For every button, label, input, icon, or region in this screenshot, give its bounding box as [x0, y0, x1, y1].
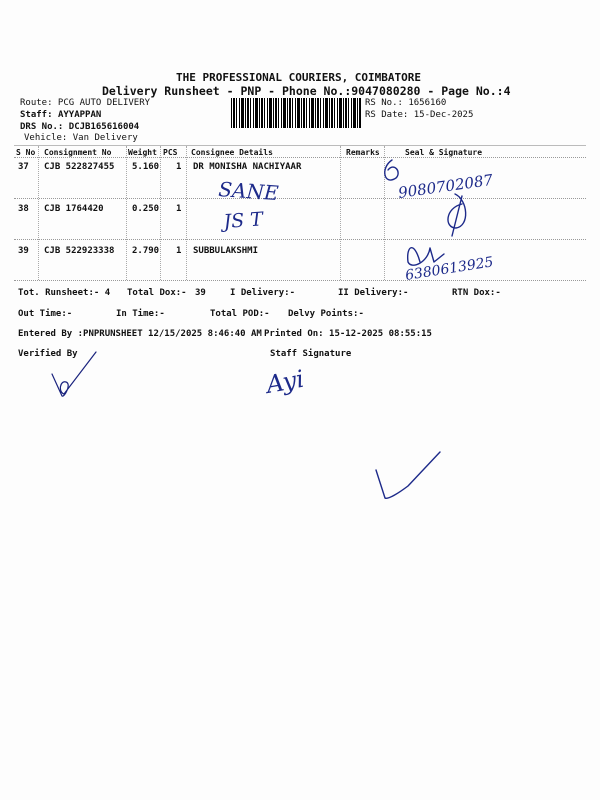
signature-row38: [448, 194, 466, 236]
entered-by: Entered By :PNPRUNSHEET 12/15/2025 8:46:40 AM: [18, 329, 262, 339]
rs-date: RS Date: 15-Dec-2025: [365, 110, 474, 120]
col-header-consignment: Consignment No: [44, 148, 112, 157]
row-consignee: DR MONISHA NACHIYAAR: [193, 162, 302, 172]
row-pcs: 1: [176, 246, 182, 256]
col-header-pcs: PCS: [163, 148, 178, 157]
signature-row37: [385, 160, 398, 180]
col-header-seal: Seal & Signature: [405, 148, 483, 157]
tot-runsheet: Tot. Runsheet:- 4: [18, 288, 111, 298]
rtn-dox: RTN Dox:-: [452, 288, 501, 298]
row-pcs: 1: [176, 162, 182, 172]
staff-signature-label: Staff Signature: [270, 349, 352, 359]
col-header-sno: S No: [16, 148, 36, 157]
ii-delivery: II Delivery:-: [338, 288, 409, 298]
row-sno: 39: [18, 246, 29, 256]
col-header-remarks: Remarks: [346, 148, 380, 157]
company-title: THE PROFESSIONAL COURIERS, COIMBATORE: [176, 71, 422, 84]
total-pod: Total POD:-: [210, 309, 270, 319]
rs-number: RS No.: 1656160: [365, 98, 447, 108]
col-header-weight: Weight: [128, 148, 157, 157]
i-delivery: I Delivery:-: [230, 288, 296, 298]
row-sno: 38: [18, 204, 29, 214]
tick-mark: [376, 452, 440, 498]
total-dox-label: Total Dox:-: [127, 288, 187, 298]
col-header-consignee: Consignee Details: [191, 148, 273, 157]
in-time: In Time:-: [116, 309, 165, 319]
row-weight: 5.160: [132, 162, 160, 172]
handwritten-name-row37: SANE: [217, 177, 280, 206]
handwritten-phone-1: 9080702087: [397, 170, 495, 202]
handwritten-phone-2: 6380613925: [404, 254, 495, 284]
row-consignment: CJB 522827455: [44, 162, 115, 172]
total-dox-value: 39: [195, 288, 206, 298]
handwritten-name-row38: JS T: [222, 208, 264, 233]
printed-on: Printed On: 15-12-2025 08:55:15: [264, 329, 432, 339]
row-consignment: CJB 522923338: [44, 246, 115, 256]
staff-label: Staff:: [20, 110, 58, 120]
row-pcs: 1: [176, 204, 182, 214]
drs-label: DRS No.:: [20, 122, 69, 132]
vehicle-text: Vehicle: Van Delivery: [24, 133, 138, 143]
out-time: Out Time:-: [18, 309, 73, 319]
verified-by-label: Verified By: [18, 349, 78, 359]
drs-value: DCJB165616004: [68, 122, 140, 132]
row-consignee: SUBBULAKSHMI: [193, 246, 259, 256]
route-text: Route: PCG AUTO DELIVERY: [20, 98, 151, 108]
runsheet-subtitle: Delivery Runsheet - PNP - Phone No.:9047080280 - Page No.:4: [102, 84, 511, 98]
row-weight: 2.790: [132, 246, 160, 256]
row-consignment: CJB 1764420: [44, 204, 104, 214]
row-weight: 0.250: [132, 204, 160, 214]
row-sno: 37: [18, 162, 29, 172]
delvy-points: Delvy Points:-: [288, 309, 364, 319]
staff-value: AYYAPPAN: [57, 110, 102, 120]
staff-signature-scribble: Ayi: [264, 364, 307, 399]
